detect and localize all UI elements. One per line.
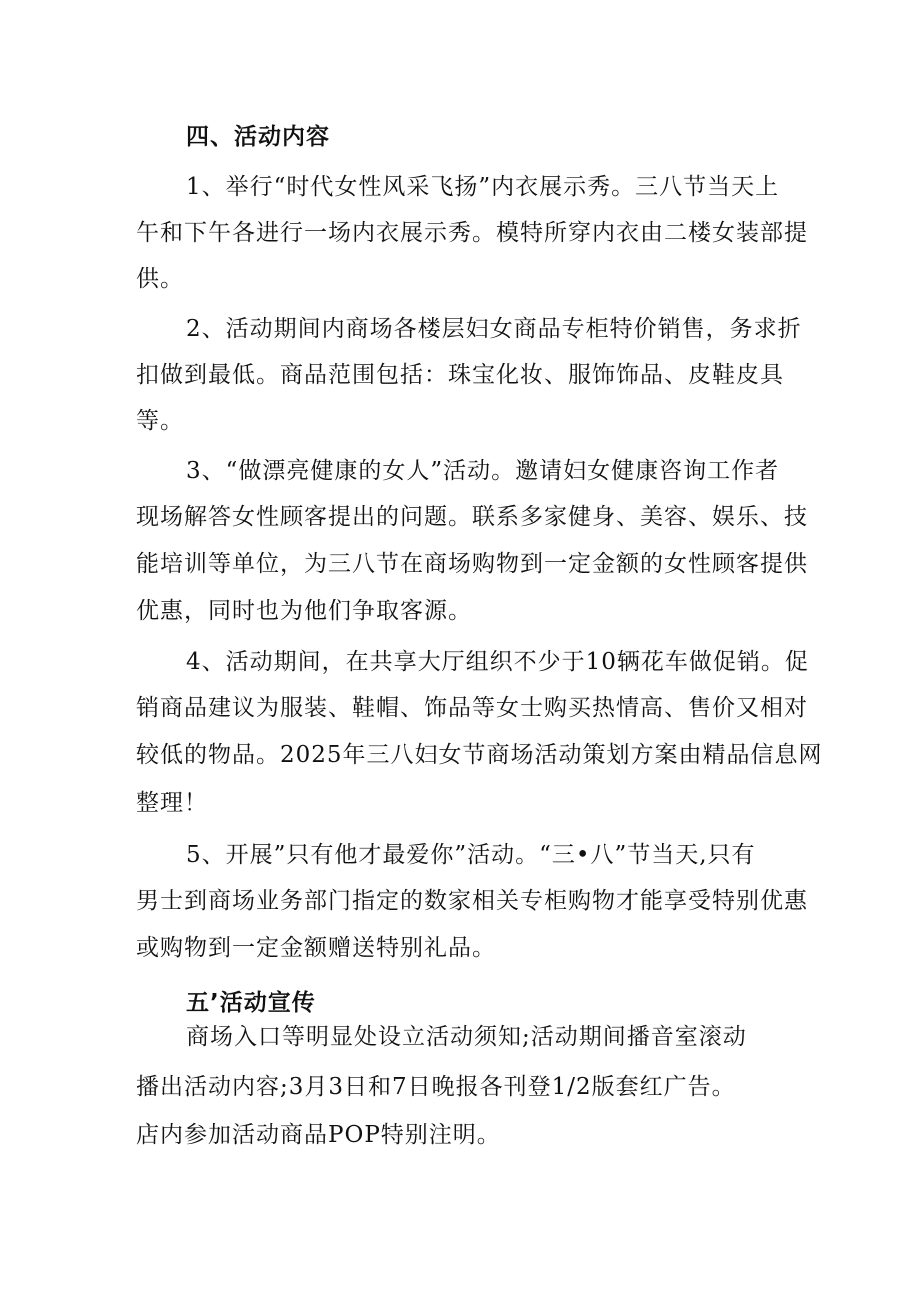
item-2-line-3: 等。	[136, 408, 184, 434]
item-2-line-1: 2、活动期间内商场各楼层妇女商品专柜特价销售，务求折	[186, 316, 802, 342]
section-5-line-1: 商场入口等明显处设立活动须知;活动期间播音室滚动	[186, 1024, 747, 1050]
item-4-line-2: 销商品建议为服装、鞋帽、饰品等女士购买热情高、售价又相对	[136, 695, 808, 721]
section-5-line-3: 店内参加活动商品POP特别注明。	[136, 1122, 501, 1148]
item-4-line-4: 整理！	[136, 790, 208, 816]
item-1-line-1: 1、举行“时代女性风采飞扬”内衣展示秀。三八节当天上	[186, 174, 780, 200]
item-5-line-3: 或购物到一定金额赠送特别礼品。	[136, 935, 496, 961]
item-1-line-2: 午和下午各进行一场内衣展示秀。模特所穿内衣由二楼女装部提	[136, 220, 808, 246]
item-4-line-3: 较低的物品。2025年三八妇女节商场活动策划方案由精品信息网	[136, 742, 823, 768]
item-3-line-1: 3、“做漂亮健康的女人”活动。邀请妇女健康咨询工作者	[186, 458, 780, 484]
section-4-heading: 四、活动内容	[186, 124, 330, 150]
item-2-line-2: 扣做到最低。商品范围包括：珠宝化妆、服饰饰品、皮鞋皮具	[136, 362, 784, 388]
item-5-line-2: 男士到商场业务部门指定的数家相关专柜购物才能享受特别优惠	[136, 888, 808, 914]
item-3-line-4: 优惠，同时也为他们争取客源。	[136, 598, 472, 624]
section-5-heading: 五’活动宣传	[186, 990, 316, 1016]
item-3-line-2: 现场解答女性顾客提出的问题。联系多家健身、美容、娱乐、技	[136, 504, 808, 530]
item-3-line-3: 能培训等单位，为三八节在商场购物到一定金额的女性顾客提供	[136, 551, 808, 577]
section-5-line-2: 播出活动内容;3月3日和7日晚报各刊登1/2版套红广告。	[136, 1074, 736, 1100]
item-5-line-1: 5、开展”只有他才最爱你”活动。“三•八”节当天,只有	[186, 842, 756, 868]
item-1-line-3: 供。	[136, 266, 184, 292]
item-4-line-1: 4、活动期间，在共享大厅组织不少于10辆花车做促销。促	[186, 649, 809, 675]
